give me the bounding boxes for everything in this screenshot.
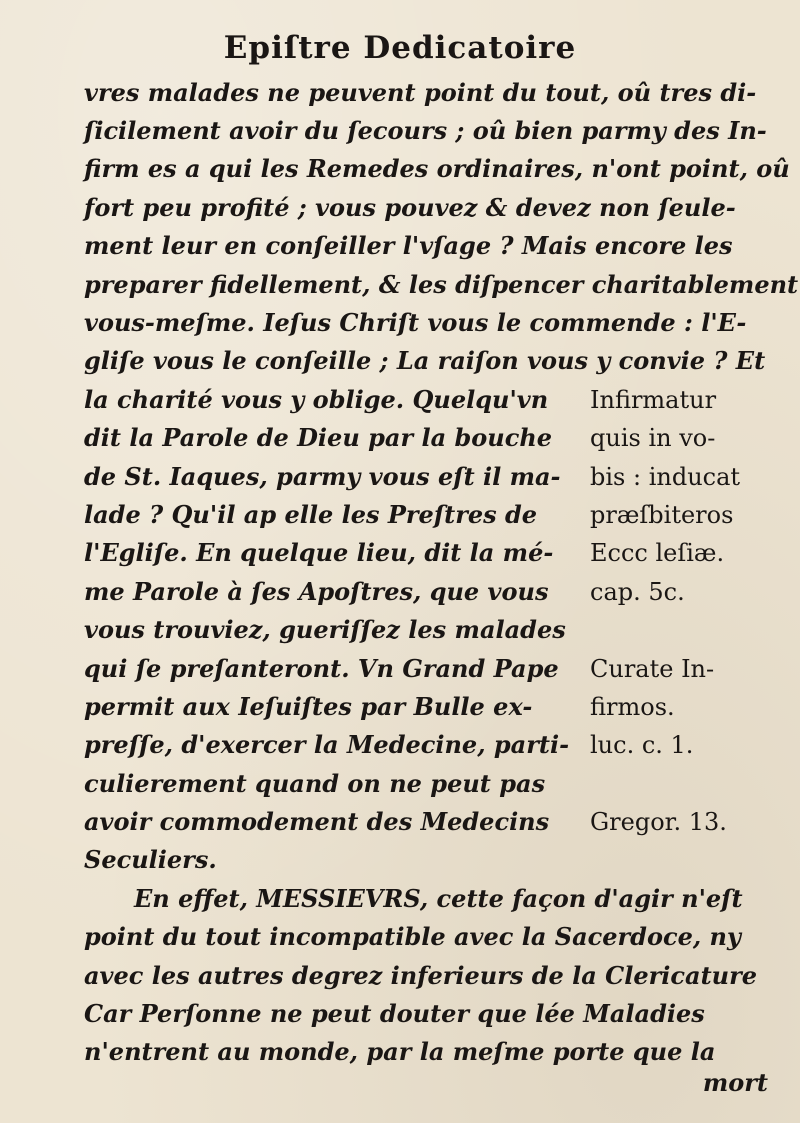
- text-line: gliſe vous le conſeille ; La raiſon vous y convie ? Et: [84, 346, 766, 375]
- margin-note: Gregor. 13.: [590, 808, 727, 836]
- margin-note: Infirmatur: [590, 386, 717, 414]
- text-line: vous trouviez, gueriſſez les malades: [84, 615, 566, 644]
- text-line: point du tout incompatible avec la Sacerdoce, ny: [84, 922, 741, 951]
- text-line: vres malades ne peuvent point du tout, oû tres di-: [84, 78, 757, 107]
- text-line: l'Egliſe. En quelque lieu, dit la mé-: [84, 538, 554, 567]
- running-header: Epiſtre Dedicatoire: [223, 30, 577, 66]
- margin-note: quis in vo-: [590, 424, 716, 452]
- catchword: mort: [702, 1068, 768, 1097]
- text-line: avec les autres degrez inferieurs de la Clericature: [84, 961, 758, 990]
- text-line: ment leur en conſeiller l'vſage ? Mais encore les: [84, 231, 733, 260]
- text-line: lade ? Qu'il ap elle les Preſtres de: [84, 500, 538, 529]
- text-line: permit aux Ieſuiſtes par Bulle ex-: [84, 692, 533, 721]
- text-line: Car Perſonne ne peut douter que lée Maladies: [84, 999, 705, 1028]
- text-line: dit la Parole de Dieu par la bouche: [84, 423, 553, 452]
- margin-note: præſbiteros: [590, 501, 734, 529]
- margin-note: luc. c. 1.: [590, 731, 694, 759]
- text-line: preparer fidellement, & les diſpencer charitablement: [84, 270, 799, 299]
- text-line: n'entrent au monde, par la meſme porte que la: [84, 1037, 716, 1066]
- text-line: de St. Iaques, parmy vous eſt il ma-: [84, 462, 561, 491]
- text-line: fort peu profité ; vous pouvez & devez non ſeule-: [84, 193, 736, 222]
- text-line: la charité vous y oblige. Quelqu'vn: [84, 385, 549, 414]
- text-line: preſſe, d'exercer la Medecine, parti-: [84, 730, 570, 759]
- margin-note: Eccc leſiæ.: [590, 539, 725, 567]
- text-line: firm es a qui les Remedes ordinaires, n'ont point, oû: [84, 154, 790, 183]
- text-line: me Parole à ſes Apoſtres, que vous: [84, 577, 549, 606]
- text-line: ſicilement avoir du ſecours ; oû bien parmy des In-: [84, 116, 767, 145]
- margin-note: Curate In-: [590, 655, 715, 683]
- paragraph-first-line: En effet, MESSIEVRS, cette façon d'agir n'eſt: [134, 884, 743, 913]
- text-line: qui ſe preſanteront. Vn Grand Pape: [84, 654, 559, 683]
- margin-note: bis : inducat: [590, 463, 741, 491]
- text-line: culierement quand on ne peut pas: [84, 769, 546, 798]
- margin-note: firmos.: [590, 693, 675, 721]
- text-line: Seculiers.: [84, 845, 217, 874]
- text-line: avoir commodement des Medecins: [84, 807, 550, 836]
- text-line: vous-meſme. Ieſus Chriſt vous le commende : l'E-: [84, 308, 747, 337]
- margin-note: cap. 5c.: [590, 578, 685, 606]
